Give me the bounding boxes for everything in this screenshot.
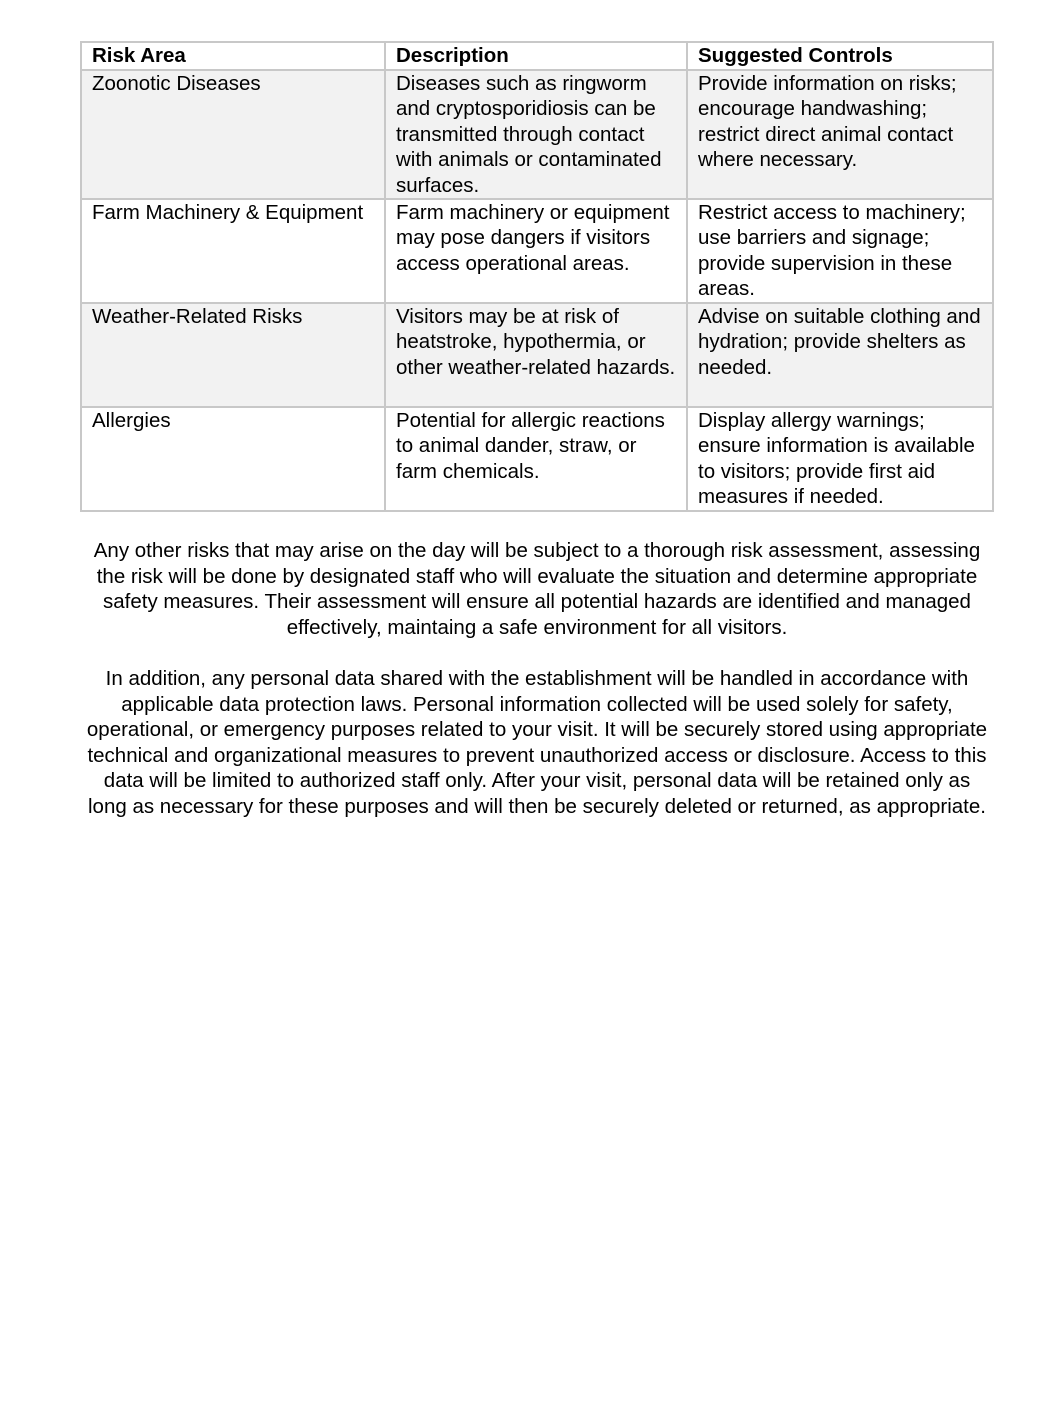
cell-description: Diseases such as ringworm and cryptosporidiosis can be transmitted through contact with animals or contaminated surfaces. xyxy=(385,70,687,199)
cell-controls: Provide information on risks; encourage handwashing; restrict direct animal contact where necessary. xyxy=(687,70,993,199)
cell-controls: Display allergy warnings; ensure information is available to visitors; provide first aid measures if needed. xyxy=(687,407,993,511)
header-suggested-controls: Suggested Controls xyxy=(687,42,993,70)
cell-description: Potential for allergic reactions to animal dander, straw, or farm chemicals. xyxy=(385,407,687,511)
table-row xyxy=(81,199,993,303)
risk-table xyxy=(80,41,994,512)
table-header-row xyxy=(81,42,993,70)
table-row xyxy=(81,303,993,407)
data-protection-paragraph: In addition, any personal data shared with the establishment will be handled in accordance with applicable data protection laws. Personal information collected will be used solely for safety, operational, or emergency purposes related to your visit. It will be securely stored using appropriate technical and organizational measures to prevent unauthorized access or disclosure. Access to this data will be limited to authorized staff only. After your visit, personal data will be retained only as long as necessary for these purposes and will then be securely deleted or returned, as appropriate. xyxy=(86,667,988,818)
table-row xyxy=(81,407,993,511)
risk-assessment-paragraph: Any other risks that may arise on the day will be subject to a thorough risk assessment, assessing the risk will be done by designated staff who will evaluate the situation and determine appropriate safety measures. Their assessment will ensure all potential hazards are identified and managed effectively, maintaing a safe environment for all visitors. xyxy=(93,539,981,639)
cell-description: Visitors may be at risk of heatstroke, hypothermia, or other weather-related hazards. xyxy=(385,303,687,407)
cell-controls: Advise on suitable clothing and hydration; provide shelters as needed. xyxy=(687,303,993,407)
cell-risk-area: Zoonotic Diseases xyxy=(81,70,385,199)
cell-risk-area: Weather-Related Risks xyxy=(81,303,385,407)
header-description: Description xyxy=(385,42,687,70)
cell-description: Farm machinery or equipment may pose dangers if visitors access operational areas. xyxy=(385,199,687,303)
header-risk-area: Risk Area xyxy=(81,42,385,70)
cell-controls: Restrict access to machinery; use barriers and signage; provide supervision in these areas. xyxy=(687,199,993,303)
table-row xyxy=(81,70,993,199)
cell-risk-area: Farm Machinery & Equipment xyxy=(81,199,385,303)
cell-risk-area: Allergies xyxy=(81,407,385,511)
